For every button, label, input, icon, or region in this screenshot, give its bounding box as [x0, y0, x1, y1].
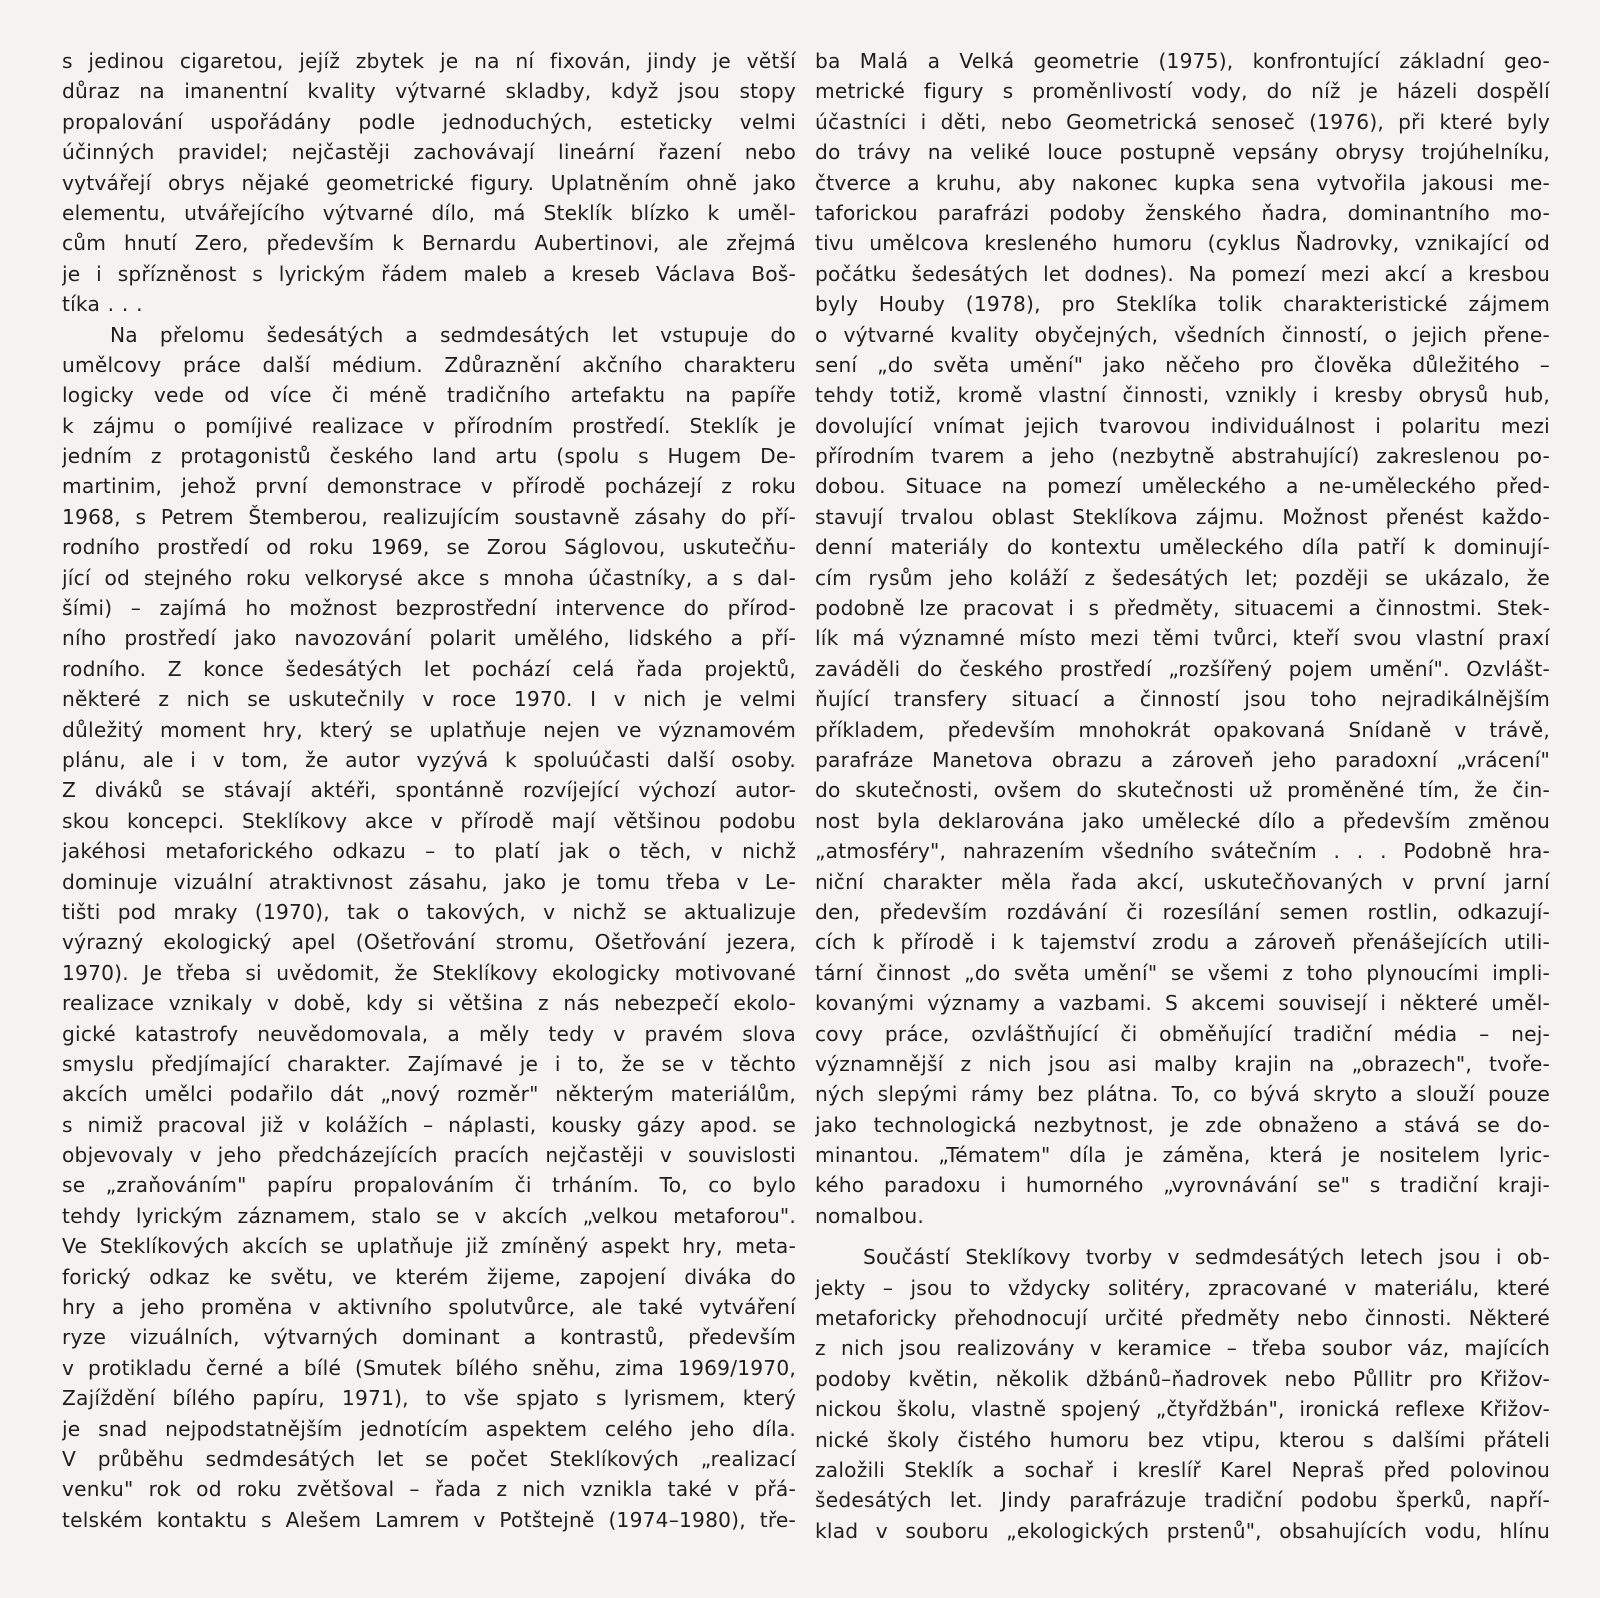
text-line: cích k přírodě i k tajemství zrodu a zároveň přenášejících utili-: [815, 930, 1550, 955]
text-line: příkladem, především mnohokrát opakovaná Snídaně v trávě,: [815, 717, 1550, 742]
text-line: významnější z nich jsou asi malby krajin na „obrazech", tvoře-: [815, 1051, 1550, 1076]
text-line: Součástí Steklíkovy tvorby v sedmdesátých letech jsou i ob-: [863, 1245, 1550, 1270]
text-line: tivu umělcova kresleného humoru (cyklus Ňadrovky, vznikající od: [815, 231, 1550, 256]
text-line: niční charakter měla řada akcí, uskutečňovaných v první jarní: [815, 869, 1550, 894]
text-line: objevovaly v jeho předcházejících pracích nejčastěji v souvislosti: [62, 1143, 796, 1168]
text-line: výrazný ekologický apel (Ošetřování stromu, Ošetřování jezera,: [62, 930, 796, 955]
text-line: Zajíždění bílého papíru, 1971), to vše spjato s lyrismem, který: [62, 1386, 796, 1411]
text-line: z nich jsou realizovány v keramice – třeba soubor váz, majících: [815, 1336, 1550, 1361]
text-line: realizace vznikaly v době, kdy si většina z nás nebezpečí ekolo-: [62, 991, 796, 1016]
text-line: přírodním tvarem a jeho (nezbytně abstrahující) zakreslenou po-: [815, 444, 1550, 469]
text-line: dobou. Situace na pomezí uměleckého a ne-uměleckého před-: [815, 474, 1550, 499]
text-line: logicky vede od více či méně tradičního artefaktu na papíře: [62, 383, 796, 408]
text-line: s nimiž pracoval již v kolážích – náplasti, kousky gázy apod. se: [62, 1112, 796, 1137]
text-line: forický odkaz ke světu, ve kterém žijeme, zapojení diváka do: [62, 1264, 796, 1289]
text-line: sení „do světa umění" jako něčeho pro člověka důležitého –: [815, 352, 1550, 377]
text-line: cím rysům jeho koláží z šedesátých let; později se ukázalo, že: [815, 565, 1550, 590]
text-line: o výtvarné kvality obyčejných, všedních činností, o jejich přene-: [815, 322, 1550, 347]
text-line: vytvářejí obrys nějaké geometrické figury. Uplatněním ohně jako: [62, 170, 796, 195]
text-line: šedesátých let. Jindy parafrázuje tradiční podobu šperků, napří-: [815, 1488, 1550, 1513]
text-line: účinných pravidel; nejčastěji zachovávají lineární řazení nebo: [62, 140, 796, 165]
text-line: dovolující vnímat jejich tvarovou individuálnost i polaritu mezi: [815, 413, 1550, 438]
text-line: ba Malá a Velká geometrie (1975), konfrontující základní geo-: [815, 49, 1550, 73]
text-line: lík má významné místo mezi těmi tvůrci, kteří svou vlastní praxí: [815, 626, 1550, 651]
text-line: umělcovy práce další médium. Zdůraznění akčního charakteru: [62, 352, 796, 377]
text-line: čtverce a kruhu, aby nakonec kupka sena vytvořila jakousi me-: [815, 170, 1550, 195]
text-line: kého paradoxu i humorného „vyrovnávání se" s tradiční kraji-: [815, 1173, 1550, 1198]
text-line: rodního prostředí od roku 1969, se Zorou Ságlovou, uskutečňu-: [62, 535, 796, 560]
text-line: důležitý moment hry, který se uplatňuje nejen ve významovém: [62, 717, 796, 742]
text-line: nické školy čistého humoru bez vtipu, kterou s dalšími přáteli: [815, 1427, 1550, 1452]
text-line: do skutečnosti, ovšem do skutečnosti už proměněné tím, že čin-: [815, 778, 1550, 803]
text-line: tehdy totiž, kromě vlastní činnosti, vznikly i kresby obrysů hub,: [815, 383, 1550, 408]
text-line: jící od stejného roku velkorysé akce s mnoha účastníky, a s dal-: [62, 565, 796, 590]
text-line: nomalbou.: [815, 1203, 924, 1228]
text-line: důraz na imanentní kvality výtvarné skladby, když jsou stopy: [62, 79, 796, 104]
text-line: propalování uspořádány podle jednoduchých, esteticky velmi: [62, 109, 796, 134]
text-line: cům hnutí Zero, především k Bernardu Aubertinovi, ale zřejmá: [62, 231, 796, 256]
left-text-column: [62, 46, 796, 1535]
text-line: metaforicky přehodnocují určité předměty nebo činnosti. Některé: [815, 1306, 1550, 1331]
text-line: ního prostředí jako navozování polarit umělého, lidského a pří-: [62, 626, 796, 651]
text-line: hry a jeho proměna v aktivního spolutvůrce, ale také vytváření: [62, 1295, 796, 1320]
text-line: tišti pod mraky (1970), tak o takových, v nichž se aktualizuje: [62, 899, 796, 924]
text-line: V průběhu sedmdesátých let se počet Steklíkových „realizací: [62, 1446, 796, 1471]
text-line: tehdy lyrickým záznamem, stalo se v akcích „velkou metaforou".: [62, 1203, 796, 1228]
text-line: jakéhosi metaforického odkazu – to platí jak o těch, v nichž: [62, 839, 796, 864]
text-line: jako technologická nezbytnost, je zde obnaženo a stává se do-: [815, 1112, 1550, 1137]
text-line: jedním z protagonistů českého land artu (spolu s Hugem De-: [62, 444, 796, 469]
text-line: šími) – zajímá ho možnost bezprostřední intervence do přírod-: [62, 596, 796, 621]
text-line: jekty – jsou to vždycky solitéry, zpracované v materiálu, které: [815, 1275, 1550, 1300]
text-line: v protikladu černé a bílé (Smutek bílého sněhu, zima 1969/1970,: [62, 1355, 796, 1380]
text-line: je snad nejpodstatnějším jednotícím aspektem celého jeho díla.: [62, 1416, 796, 1441]
text-line: Na přelomu šedesátých a sedmdesátých let vstupuje do: [110, 322, 796, 347]
text-line: smyslu předjímající charakter. Zajímavé je i to, že se v těchto: [62, 1051, 796, 1076]
text-line: covy práce, ozvláštňující či obměňující tradiční média – nej-: [815, 1021, 1550, 1046]
text-line: ryze vizuálních, výtvarných dominant a kontrastů, především: [62, 1325, 796, 1350]
text-line: minantou. „Tématem" díla je záměna, která je nositelem lyric-: [815, 1143, 1550, 1168]
text-line: martinim, jehož první demonstrace v přírodě pocházejí z roku: [62, 474, 796, 499]
text-line: tární činnost „do světa umění" se všemi z toho plynoucími impli-: [815, 960, 1550, 985]
text-line: účastníci i děti, nebo Geometrická senoseč (1976), při které byly: [815, 109, 1550, 134]
text-line: 1968, s Petrem Štemberou, realizujícím soustavně zásahy do pří-: [62, 504, 796, 529]
text-line: stavují trvalou oblast Steklíkova zájmu. Možnost přenést každo-: [815, 504, 1550, 529]
paragraph-gap: [815, 1231, 1550, 1242]
text-line: metrické figury s proměnlivostí vody, do níž je házeli dospělí: [815, 79, 1550, 104]
text-line: kovanými významy a vazbami. S akcemi souvisejí i některé uměl-: [815, 991, 1550, 1016]
text-line: rodního. Z konce šedesátých let pochází celá řada projektů,: [62, 656, 796, 681]
text-line: je i spřízněnost s lyrickým řádem maleb a kreseb Václava Boš-: [62, 261, 796, 286]
text-line: ných slepými rámy bez plátna. To, co bývá skryto a slouží pouze: [815, 1082, 1550, 1107]
text-line: podoby květin, několik džbánů–ňadrovek nebo Půllitr pro Křižov-: [815, 1366, 1550, 1391]
text-line: k zájmu o pomíjivé realizace v přírodním prostředí. Steklík je: [62, 413, 796, 438]
text-line: podobně lze pracovat i s předměty, situacemi a činnostmi. Stek-: [815, 596, 1550, 621]
text-line: dominuje vizuální atraktivnost zásahu, jako je tomu třeba v Le-: [62, 869, 796, 894]
text-line: nickou školu, vlastně spojený „čtyřdžbán", ironická reflexe Křižov-: [815, 1397, 1550, 1422]
text-line: denní materiály do kontextu uměleckého díla patří k dominují-: [815, 535, 1550, 560]
text-line: do trávy na veliké louce postupně vepsány obrysy trojúhelníku,: [815, 140, 1550, 165]
text-line: 1970). Je třeba si uvědomit, že Steklíkovy ekologicky motivované: [62, 960, 796, 985]
text-line: tíka . . .: [62, 292, 143, 317]
text-line: gické katastrofy neuvědomovala, a měly tedy v pravém slova: [62, 1021, 796, 1046]
text-line: klad v souboru „ekologických prstenů", obsahujících vodu, hlínu: [815, 1518, 1550, 1543]
text-line: „atmosféry", nahrazením všedního svátečním . . . Podobně hra-: [815, 839, 1550, 864]
text-line: byly Houby (1978), pro Steklíka tolik charakteristické zájmem: [815, 292, 1550, 317]
text-line: Z diváků se stávají aktéři, spontánně rozvíjející výchozí autor-: [62, 778, 796, 803]
text-line: telském kontaktu s Alešem Lamrem v Potštejně (1974–1980), tře-: [62, 1507, 796, 1532]
text-line: s jedinou cigaretou, jejíž zbytek je na ní fixován, jindy je větší: [62, 49, 796, 73]
text-line: se „zraňováním" papíru propalováním či trháním. To, co bylo: [62, 1173, 796, 1198]
text-line: Ve Steklíkových akcích se uplatňuje již zmíněný aspekt hry, meta-: [62, 1234, 796, 1259]
text-line: parafráze Manetova obrazu a zároveň jeho paradoxní „vrácení": [815, 747, 1550, 772]
text-line: elementu, utvářejícího výtvarné dílo, má Steklík blízko k uměl-: [62, 200, 796, 225]
text-line: den, především rozdávání či rozesílání semen rostlin, odkazují-: [815, 899, 1550, 924]
text-line: skou koncepci. Steklíkovy akce v přírodě mají většinou podobu: [62, 808, 796, 833]
text-line: některé z nich se uskutečnily v roce 1970. I v nich je velmi: [62, 687, 796, 712]
text-line: ňující transfery situací a činností jsou toho nejradikálnějším: [815, 687, 1550, 712]
text-line: založili Steklík a sochař i kreslíř Karel Nepraš před polovinou: [815, 1457, 1550, 1482]
text-line: taforickou parafrázi podoby ženského ňadra, dominantního mo-: [815, 200, 1550, 225]
text-line: zaváděli do českého prostředí „rozšířený pojem umění". Ozvlášt-: [815, 656, 1550, 681]
text-line: venku" rok od roku zvětšoval – řada z nich vznikla také v přá-: [62, 1477, 796, 1502]
text-line: akcích umělci podařilo dát „nový rozměr" některým materiálům,: [62, 1082, 796, 1107]
right-text-column: [815, 46, 1550, 1546]
text-line: plánu, ale i v tom, že autor vyzývá k spoluúčasti další osoby.: [62, 747, 796, 772]
text-line: počátku šedesátých let dodnes). Na pomezí mezi akcí a kresbou: [815, 261, 1550, 286]
text-line: nost byla deklarována jako umělecké dílo a především změnou: [815, 808, 1550, 833]
